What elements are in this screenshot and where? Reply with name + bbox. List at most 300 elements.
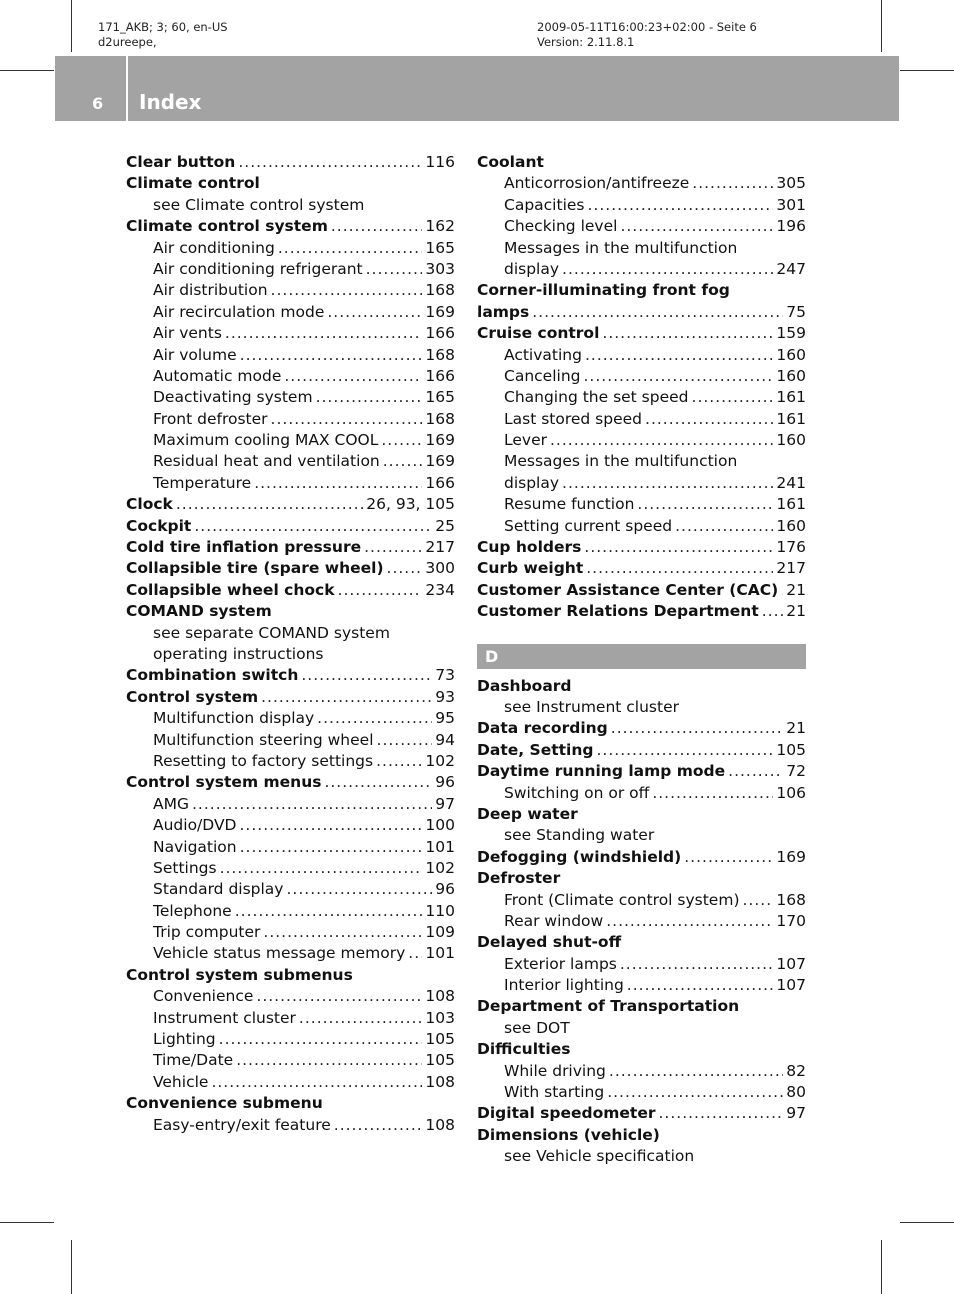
entry-text: see separate COMAND system xyxy=(153,623,390,642)
entry-text: Difficulties xyxy=(477,1040,571,1059)
section-header-d: D xyxy=(477,644,806,669)
dot-leader xyxy=(376,752,422,770)
index-entry xyxy=(126,495,455,516)
entry-text: Control system xyxy=(126,687,259,706)
entry-text: see Vehicle specification xyxy=(504,1147,695,1166)
page-reference: 94 xyxy=(435,730,455,749)
entry-text: Defogging (windshield) xyxy=(477,847,682,866)
dot-leader xyxy=(684,848,773,866)
index-subentry xyxy=(477,431,806,452)
entry-text: Switching on or off xyxy=(504,783,650,802)
page-reference: 75 xyxy=(786,302,806,321)
index-subentry xyxy=(126,303,455,324)
dot-leader xyxy=(239,816,422,834)
page-reference: 105 xyxy=(425,1030,455,1049)
entry-text: Automatic mode xyxy=(153,366,282,385)
index-subentry xyxy=(126,859,455,880)
page-reference: 161 xyxy=(776,409,806,428)
page-reference: 107 xyxy=(776,954,806,973)
index-entry xyxy=(126,1094,455,1115)
entry-text: Daytime running lamp mode xyxy=(477,762,726,781)
page-reference: 161 xyxy=(776,495,806,514)
page-reference: 100 xyxy=(425,816,455,835)
index-entry xyxy=(126,538,455,559)
entry-text: Navigation xyxy=(153,837,237,856)
dot-leader xyxy=(692,174,773,192)
index-subentry xyxy=(126,452,455,473)
page-reference: 105 xyxy=(425,1051,455,1070)
index-subentry xyxy=(126,880,455,901)
entry-text: see Climate control system xyxy=(153,195,365,214)
page-reference: 101 xyxy=(425,837,455,856)
index-entry xyxy=(477,1126,806,1147)
index-subentry xyxy=(126,987,455,1008)
print-meta-line: Version: 2.11.8.1 xyxy=(537,35,635,49)
entry-text: see Standing water xyxy=(504,826,655,845)
index-entry xyxy=(477,538,806,559)
entry-text: Convenience xyxy=(153,987,254,1006)
index-subentry xyxy=(477,474,806,495)
dot-leader xyxy=(584,538,773,556)
print-meta-left xyxy=(98,20,228,50)
entry-text: Cockpit xyxy=(126,516,192,535)
crop-mark xyxy=(900,1222,954,1223)
page-reference: 72 xyxy=(786,762,806,781)
dot-leader xyxy=(596,741,773,759)
entry-text: see Instrument cluster xyxy=(504,697,679,716)
index-subentry xyxy=(477,891,806,912)
index-subentry xyxy=(477,1147,806,1168)
page-reference: 109 xyxy=(425,923,455,942)
page-reference: 82 xyxy=(786,1061,806,1080)
index-subentry xyxy=(477,196,806,217)
index-subentry xyxy=(126,367,455,388)
print-meta-right xyxy=(537,20,757,50)
index-entry xyxy=(477,869,806,890)
page-reference: 108 xyxy=(425,1115,455,1134)
entry-text: Multifunction steering wheel xyxy=(153,730,374,749)
entry-text: Telephone xyxy=(153,901,232,920)
dot-leader xyxy=(609,1062,783,1080)
page-reference: 105 xyxy=(776,740,806,759)
crop-mark xyxy=(71,1240,72,1294)
entry-text: display xyxy=(504,259,560,278)
entry-text: Activating xyxy=(504,345,582,364)
entry-text: Front defroster xyxy=(153,409,268,428)
dot-leader xyxy=(550,431,773,449)
entry-text: Front (Climate control system) xyxy=(504,890,740,909)
page-reference: 168 xyxy=(425,409,455,428)
print-meta-line: 171_AKB; 3; 60, en-US xyxy=(98,20,228,34)
entry-text: Resetting to factory settings xyxy=(153,751,374,770)
index-subentry xyxy=(126,239,455,260)
index-subentry xyxy=(477,239,806,260)
dot-leader xyxy=(381,431,422,449)
entry-text: Residual heat and ventilation xyxy=(153,452,380,471)
index-entry xyxy=(126,966,455,987)
page-reference: 97 xyxy=(435,794,455,813)
index-subentry xyxy=(477,367,806,388)
index-entry xyxy=(477,1104,806,1125)
index-entry xyxy=(126,773,455,794)
page-reference: 93 xyxy=(435,687,455,706)
entry-text: Cold tire inflation pressure xyxy=(126,538,362,557)
page-reference: 25 xyxy=(435,516,455,535)
entry-text: Collapsible tire (spare wheel) xyxy=(126,559,384,578)
entry-text: Capacities xyxy=(504,195,585,214)
index-subentry xyxy=(126,923,455,944)
page-reference: 102 xyxy=(425,751,455,770)
page-reference: 107 xyxy=(776,976,806,995)
page-reference: 160 xyxy=(776,345,806,364)
entry-text: Cruise control xyxy=(477,324,600,343)
page-reference: 247 xyxy=(776,259,806,278)
dot-leader xyxy=(781,581,783,599)
dot-leader xyxy=(240,838,423,856)
dot-leader xyxy=(256,987,422,1005)
dot-leader xyxy=(587,196,773,214)
index-entry xyxy=(477,559,806,580)
index-section-c xyxy=(477,153,806,624)
dot-leader xyxy=(176,495,363,513)
index-entry xyxy=(126,153,455,174)
index-subentry xyxy=(477,912,806,933)
page-reference: 160 xyxy=(776,366,806,385)
dot-leader xyxy=(219,1030,423,1048)
index-subentry xyxy=(126,709,455,730)
entry-text: Multifunction display xyxy=(153,709,315,728)
page-reference: 165 xyxy=(425,388,455,407)
index-entry xyxy=(126,581,455,602)
entry-text: Interior lighting xyxy=(504,976,624,995)
entry-text: Maximum cooling MAX COOL xyxy=(153,431,379,450)
index-subentry xyxy=(126,624,455,645)
index-entry xyxy=(477,1040,806,1061)
index-entry xyxy=(477,303,806,324)
index-subentry xyxy=(126,795,455,816)
dot-leader xyxy=(324,773,432,791)
dot-leader xyxy=(316,388,423,406)
page-title: Index xyxy=(139,90,202,114)
dot-leader xyxy=(762,602,784,620)
index-subentry xyxy=(477,410,806,431)
entry-text: operating instructions xyxy=(153,644,324,663)
index-entry xyxy=(477,581,806,602)
entry-text: Easy-entry/exit feature xyxy=(153,1115,331,1134)
entry-text: Delayed shut-off xyxy=(477,933,622,952)
index-column-left xyxy=(126,153,455,1137)
page-reference: 168 xyxy=(776,890,806,909)
index-entry xyxy=(126,174,455,195)
entry-text: Air distribution xyxy=(153,281,268,300)
dot-leader xyxy=(225,324,423,342)
index-subentry xyxy=(477,260,806,281)
entry-text: Messages in the multifunction xyxy=(504,238,738,257)
entry-text: Deactivating system xyxy=(153,388,313,407)
entry-text: Canceling xyxy=(504,366,581,385)
index-section-d xyxy=(477,677,806,1169)
index-subentry xyxy=(126,474,455,495)
page-reference: 217 xyxy=(776,559,806,578)
entry-text: Trip computer xyxy=(153,923,261,942)
page-reference: 103 xyxy=(425,1008,455,1027)
entry-text: Anticorrosion/antifreeze xyxy=(504,174,690,193)
entry-text: Data recording xyxy=(477,719,608,738)
entry-text: Lever xyxy=(504,431,547,450)
dot-leader xyxy=(377,731,433,749)
dot-leader xyxy=(607,1083,783,1101)
entry-text: Convenience submenu xyxy=(126,1094,323,1113)
dot-leader xyxy=(408,944,422,962)
entry-text: Audio/DVD xyxy=(153,816,237,835)
entry-text: Customer Assistance Center (CAC) xyxy=(477,580,779,599)
entry-text: Vehicle status message memory xyxy=(153,944,406,963)
entry-text: Air recirculation mode xyxy=(153,302,325,321)
dot-leader xyxy=(271,281,423,299)
entry-text: Setting current speed xyxy=(504,516,673,535)
page-reference: 169 xyxy=(425,452,455,471)
entry-text: AMG xyxy=(153,794,189,813)
index-column-right xyxy=(477,153,806,1169)
page-reference: 106 xyxy=(776,783,806,802)
index-subentry xyxy=(477,698,806,719)
index-entry xyxy=(126,517,455,538)
index-subentry xyxy=(477,826,806,847)
index-subentry xyxy=(477,174,806,195)
page-reference: 110 xyxy=(425,901,455,920)
page-reference: 300 xyxy=(425,559,455,578)
page-reference: 21 xyxy=(786,719,806,738)
index-subentry xyxy=(477,495,806,516)
dot-leader xyxy=(585,346,773,364)
dot-leader xyxy=(211,1073,422,1091)
entry-text: Rear window xyxy=(504,911,604,930)
dot-leader xyxy=(586,559,773,577)
index-subentry xyxy=(126,346,455,367)
page-reference: 102 xyxy=(425,858,455,877)
entry-text: Air conditioning xyxy=(153,238,275,257)
dot-leader xyxy=(606,912,773,930)
dot-leader xyxy=(278,239,423,257)
index-subentry xyxy=(126,752,455,773)
page-reference: 97 xyxy=(786,1104,806,1123)
dot-leader xyxy=(743,891,774,909)
crop-mark xyxy=(900,70,954,71)
dot-leader xyxy=(331,217,423,235)
page-reference: 168 xyxy=(425,281,455,300)
index-entry xyxy=(126,217,455,238)
entry-text: Lighting xyxy=(153,1030,216,1049)
crop-mark xyxy=(0,70,54,71)
index-subentry xyxy=(126,431,455,452)
dot-leader xyxy=(611,719,783,737)
dot-leader xyxy=(383,452,423,470)
dot-leader xyxy=(317,709,432,727)
index-subentry xyxy=(477,1083,806,1104)
index-subentry xyxy=(477,955,806,976)
page-reference: 108 xyxy=(425,987,455,1006)
entry-text: Climate control xyxy=(126,174,260,193)
page-reference: 169 xyxy=(776,847,806,866)
entry-text: Temperature xyxy=(153,473,252,492)
page-reference: 21 xyxy=(786,580,806,599)
entry-text: Customer Relations Department xyxy=(477,602,759,621)
entry-text: Messages in the multifunction xyxy=(504,452,738,471)
index-subentry xyxy=(477,217,806,238)
dot-leader xyxy=(327,303,422,321)
index-entry xyxy=(126,688,455,709)
index-entry xyxy=(477,719,806,740)
index-entry xyxy=(126,602,455,623)
entry-text: Date, Setting xyxy=(477,740,594,759)
entry-text: Exterior lamps xyxy=(504,954,617,973)
entry-text: Air conditioning refrigerant xyxy=(153,259,363,278)
page-reference: 159 xyxy=(776,324,806,343)
page-reference: 96 xyxy=(435,880,455,899)
dot-leader xyxy=(562,474,773,492)
entry-text: lamps xyxy=(477,302,530,321)
dot-leader xyxy=(620,955,774,973)
dot-leader xyxy=(301,666,432,684)
index-entry xyxy=(477,848,806,869)
entry-text: Settings xyxy=(153,858,217,877)
entry-text: Dashboard xyxy=(477,676,572,695)
dot-leader xyxy=(583,367,773,385)
entry-text: Control system menus xyxy=(126,773,322,792)
entry-text: Collapsible wheel chock xyxy=(126,580,335,599)
index-entry xyxy=(477,602,806,623)
index-entry xyxy=(477,741,806,762)
page-reference: 116 xyxy=(425,153,455,171)
entry-text: Deep water xyxy=(477,804,578,823)
entry-text: Clear button xyxy=(126,153,236,171)
dot-leader xyxy=(236,1051,422,1069)
crop-mark xyxy=(881,0,882,52)
dot-leader xyxy=(562,260,773,278)
page-reference: 96 xyxy=(435,773,455,792)
dot-leader xyxy=(261,688,432,706)
page-reference: 170 xyxy=(776,911,806,930)
dot-leader xyxy=(299,1009,422,1027)
index-subentry xyxy=(126,645,455,666)
entry-text: Checking level xyxy=(504,217,618,236)
entry-text: Defroster xyxy=(477,869,561,888)
dot-leader xyxy=(728,762,783,780)
entry-text: Climate control system xyxy=(126,217,328,236)
entry-text: Cup holders xyxy=(477,538,582,557)
index-entry xyxy=(477,153,806,174)
page-reference: 73 xyxy=(435,666,455,685)
page-reference: 162 xyxy=(425,217,455,236)
index-entry xyxy=(477,677,806,698)
dot-leader xyxy=(238,153,422,171)
entry-text: display xyxy=(504,473,560,492)
page-reference: 176 xyxy=(776,538,806,557)
page-reference: 217 xyxy=(425,538,455,557)
page-reference: 169 xyxy=(425,431,455,450)
dot-leader xyxy=(364,538,422,556)
index-subentry xyxy=(126,1073,455,1094)
dot-leader xyxy=(532,303,783,321)
page-reference: 303 xyxy=(425,259,455,278)
dot-leader xyxy=(620,217,773,235)
index-subentry xyxy=(126,388,455,409)
page-reference: 169 xyxy=(425,302,455,321)
index-subentry xyxy=(126,838,455,859)
index-entry xyxy=(477,805,806,826)
index-entry xyxy=(477,762,806,783)
index-subentry xyxy=(126,260,455,281)
dot-leader xyxy=(334,1116,423,1134)
entry-text: Changing the set speed xyxy=(504,388,689,407)
page-reference: 101 xyxy=(425,944,455,963)
index-entry xyxy=(126,666,455,687)
index-subentry xyxy=(126,281,455,302)
page-reference: 305 xyxy=(776,174,806,193)
dot-leader xyxy=(692,388,774,406)
page-reference: 95 xyxy=(435,709,455,728)
page-reference: 234 xyxy=(425,580,455,599)
index-subentry xyxy=(126,410,455,431)
entry-text: Clock xyxy=(126,495,173,514)
entry-text: Combination switch xyxy=(126,666,299,685)
dot-leader xyxy=(284,367,422,385)
entry-text: Instrument cluster xyxy=(153,1008,296,1027)
dot-leader xyxy=(194,517,432,535)
entry-text: Curb weight xyxy=(477,559,584,578)
entry-text: Standard display xyxy=(153,880,284,899)
page-reference: 166 xyxy=(425,473,455,492)
page-reference: 160 xyxy=(776,431,806,450)
header-divider xyxy=(126,56,128,121)
entry-text: Dimensions (vehicle) xyxy=(477,1125,660,1144)
index-subentry xyxy=(477,517,806,538)
page-reference: 108 xyxy=(425,1072,455,1091)
index-entry xyxy=(477,997,806,1018)
entry-text: Time/Date xyxy=(153,1051,234,1070)
page-reference: 21 xyxy=(786,602,806,621)
entry-text: Digital speedometer xyxy=(477,1104,656,1123)
page-reference: 161 xyxy=(776,388,806,407)
page-reference: 160 xyxy=(776,516,806,535)
index-subentry xyxy=(477,452,806,473)
entry-text: Vehicle xyxy=(153,1072,209,1091)
entry-text: COMAND system xyxy=(126,602,272,621)
page-reference: 241 xyxy=(776,473,806,492)
index-subentry xyxy=(126,1030,455,1051)
entry-text: Air vents xyxy=(153,324,222,343)
index-subentry xyxy=(477,388,806,409)
entry-text: Corner-illuminating front fog xyxy=(477,281,730,300)
index-entry xyxy=(126,559,455,580)
index-subentry xyxy=(126,944,455,965)
page-reference: 166 xyxy=(425,324,455,343)
index-subentry xyxy=(477,1062,806,1083)
index-subentry xyxy=(477,784,806,805)
dot-leader xyxy=(240,346,423,364)
entry-text: Resume function xyxy=(504,495,635,514)
dot-leader xyxy=(254,474,422,492)
index-subentry xyxy=(477,346,806,367)
crop-mark xyxy=(881,1240,882,1294)
crop-mark xyxy=(0,1222,54,1223)
dot-leader xyxy=(659,1104,784,1122)
page-reference: 196 xyxy=(776,217,806,236)
page-reference: 166 xyxy=(425,366,455,385)
dot-leader xyxy=(271,410,423,428)
entry-text: Control system submenus xyxy=(126,965,353,984)
index-subentry xyxy=(126,902,455,923)
